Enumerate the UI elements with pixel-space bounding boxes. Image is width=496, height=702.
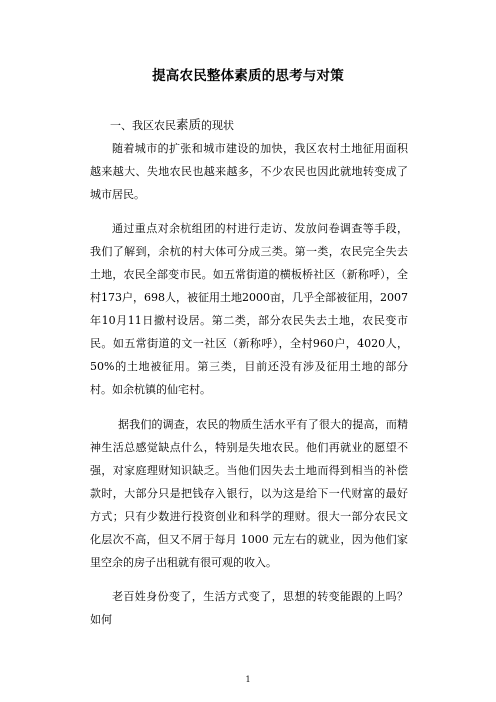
paragraph-3: 据我们的调查，农民的物质生活水平有了很大的提高，而精神生活总感觉缺点什么，特别是失地农民。他们再就业的愿望不强，对家庭理财知识缺乏。当他们因失去土地而得到相当的补偿款时，大部分只是把钱存入银行，以为这是给下一代财富的最好方式；只有少数进行投资创业和科学的理财。很大一部分农民文化层次不高，但又不屑于每月 1000 元左右的就业，因为他们家里空余的房子出租就有很可观的收入。 — [90, 418, 408, 569]
section-heading — [110, 114, 408, 137]
document-body — [90, 114, 408, 631]
section-heading-prefix: 一、我区农民 — [110, 119, 176, 132]
section-heading-emphasis: 素质 — [176, 117, 202, 132]
paragraph-2: 通过重点对余杭组团的村进行走访、发放问卷调查等手段，我们了解到，余杭的村大体可分成三类。第一类，农民完全失去土地，农民全部变市民。如五常街道的横板桥社区（新称呼），全村173户，698人，被征用土地2000亩，几乎全部被征用，2007年10月11日撤村设居。第二类，部分农民失去土地，农民变市民。如五常街道的文一社区（新称呼），全村960户，4020人，50%的土地被征用。第三类，目前还没有涉及征用土地的部分村。如余杭镇的仙宅村。 — [90, 222, 408, 396]
page-number: 1 — [245, 675, 251, 684]
paragraph-4: 老百姓身份变了，生活方式变了，思想的转变能跟的上吗？如何 — [90, 590, 408, 626]
document-title: 提高农民整体素质的思考与对策 — [152, 68, 344, 84]
section-heading-suffix: 的现状 — [201, 119, 235, 132]
paragraph-1: 随着城市的扩张和城市建设的加快，我区农村土地征用面积越来越大、失地农民也越来越多，不少农民也因此就地转变成了城市居民。 — [90, 142, 408, 201]
